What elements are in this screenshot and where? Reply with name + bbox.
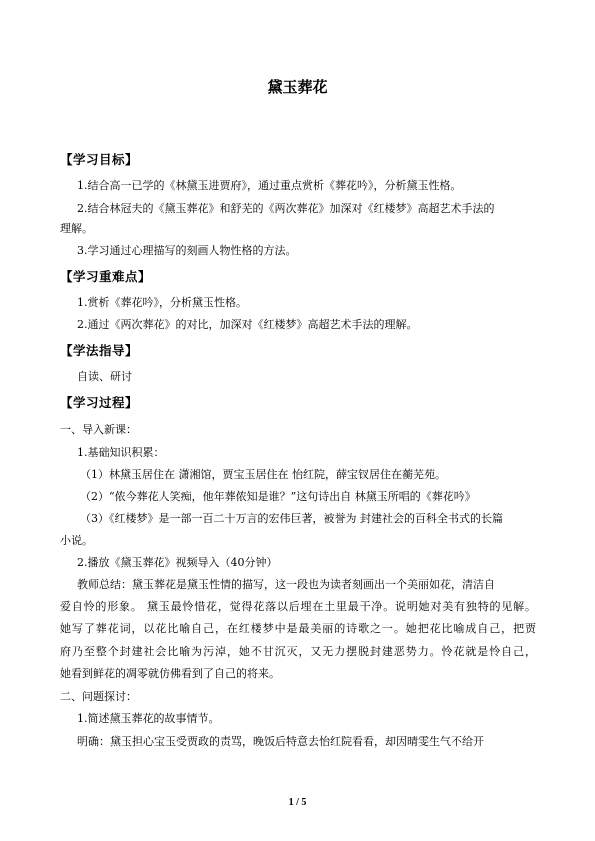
section-heading-goals: 【学习目标】: [60, 152, 139, 167]
process-line: 她看到鲜花的凋零就仿佛看到了自己的将来。: [60, 667, 280, 680]
goal-item-1: 1.结合高一已学的《林黛玉进贾府》，通过重点赏析《葬花吟》，分析黛玉性格。: [77, 179, 462, 192]
process-line: 小说。: [60, 534, 93, 547]
process-line: 2.播放《黛玉葬花》视频导入（40分钟）: [77, 556, 278, 569]
section-heading-method: 【学法指导】: [60, 343, 139, 358]
process-line: 爱自怜的形象。 黛玉最怜惜花，觉得花落以后埋在土里最干净。说明她对美有独特的见解。: [60, 600, 536, 613]
process-line: 明确：黛玉担心宝玉受贾政的责骂，晚饭后特意去怡红院看看，却因晴雯生气不给开: [77, 735, 484, 748]
process-line: 二、问题探讨：: [60, 690, 137, 703]
process-line: （3）《红楼梦》是一部一百二十万言的宏伟巨著，被誉为 封建社会的百科全书式的长篇: [80, 512, 503, 525]
process-line: 府乃至整个封建社会比喻为污淖，她不甘沉灭，又无力摆脱封建恶势力。怜花就是怜自己，: [60, 645, 536, 658]
key-point-item-1: 1.赏析《葬花吟》，分析黛玉性格。: [77, 296, 247, 309]
section-heading-process: 【学习过程】: [60, 395, 139, 410]
process-line: 1.基础知识积累：: [77, 446, 165, 459]
goal-item-2-cont: 理解。: [60, 222, 93, 235]
page-number: 1 / 5: [288, 797, 307, 808]
method-text: 自读、研讨: [77, 370, 132, 383]
process-line: 一、导入新课：: [60, 423, 137, 436]
page-title: 黛玉葬花: [267, 78, 328, 96]
goal-item-3: 3.学习通过心理描写的刻画人物性格的方法。: [77, 244, 297, 257]
goal-item-2: 2.结合林冠夫的《黛玉葬花》和舒芜的《两次葬花》加深对《红楼梦》高超艺术手法的: [77, 202, 495, 215]
process-line: 她写了葬花词，以花比喻自己，在红楼梦中是最美丽的诗歌之一。她把花比喻成自己，把贾: [60, 622, 536, 635]
process-line: （2）“侬今葬花人笑痴，他年葬侬知是谁？”这句诗出自 林黛玉所唱的《葬花吟》: [80, 490, 476, 503]
section-heading-key-points: 【学习重难点】: [60, 269, 152, 284]
key-point-item-2: 2.通过《两次葬花》的对比，加深对《红楼梦》高超艺术手法的理解。: [77, 318, 418, 331]
process-line: 教师总结：黛玉葬花是黛玉性情的描写，这一段也为读者刻画出一个美丽如花，清洁自: [77, 578, 495, 591]
process-line: （1）林黛玉居住在 潇湘馆，贾宝玉居住在 怡红院，薛宝钗居住在蘅芜苑。: [80, 468, 446, 481]
process-line: 1.简述黛玉葬花的故事情节。: [77, 712, 220, 725]
